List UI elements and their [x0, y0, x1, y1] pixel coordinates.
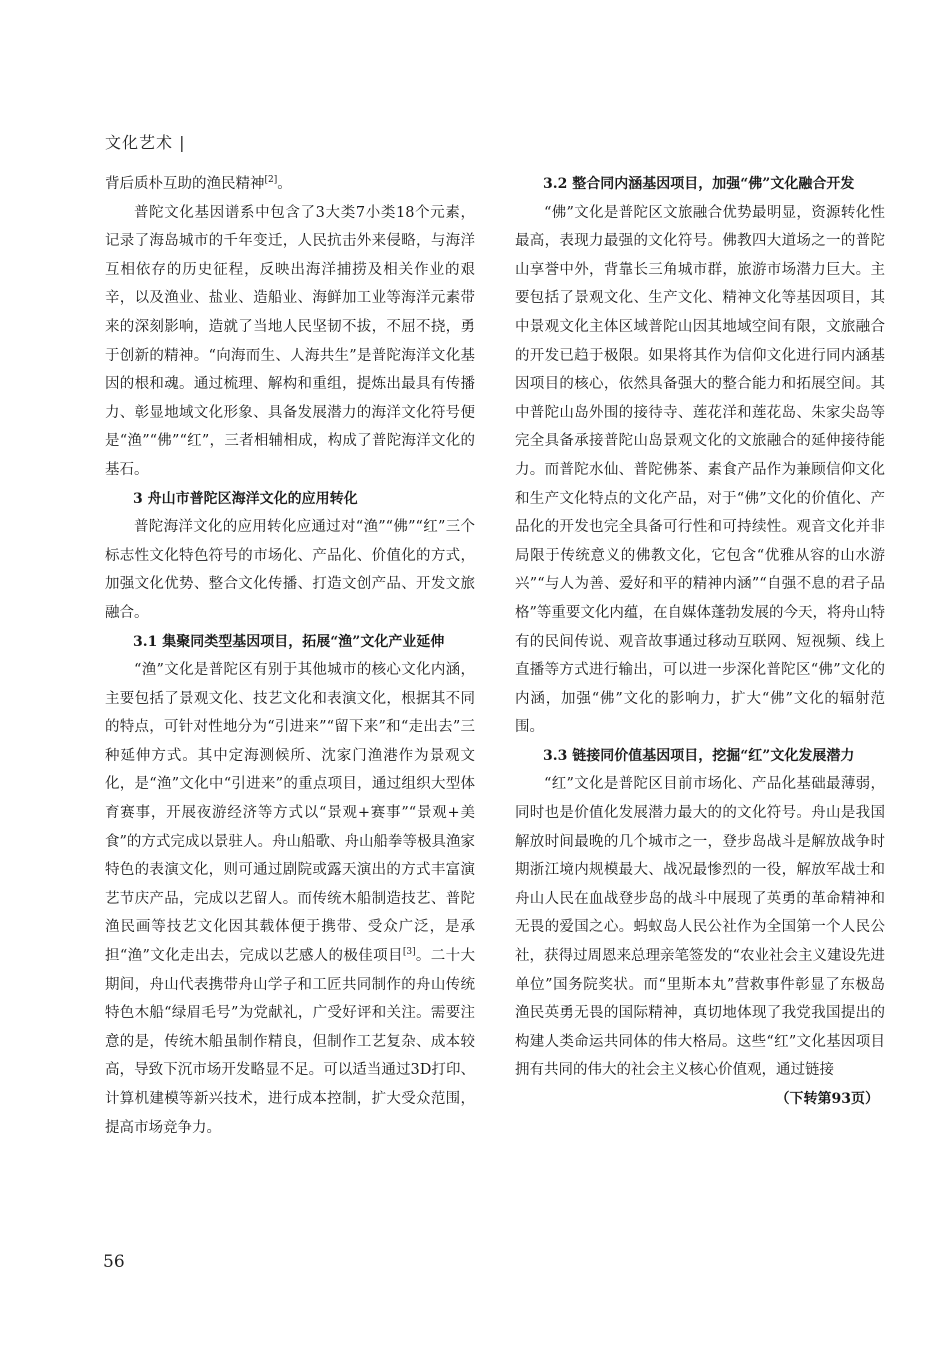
right-column [515, 170, 885, 1114]
punctuation: 。 [277, 176, 292, 192]
paragraph-gene-spectrum: 普陀文化基因谱系中包含了3大类7小类18个元素，记录了海岛城市的千年变迁，人民抗击外来侵略，与海洋互相依存的历史征程，反映出海洋捕捞及相关作业的艰辛，以及渔业、盐业、造船业、海鲜加工业等海洋元素带来的深刻影响，造就了当地人民坚韧不拔，不屈不挠，勇于创新的精神。“向海而生、人海共生”是普陀海洋文化基因的根和魂。通过梳理、解构和重组，提炼出最具有传播力、彰显地域文化形象、具备发展潜力的海洋文化符号便是“渔”“佛”“红”，三者相辅相成，构成了普陀海洋文化的基石。 [105, 204, 475, 478]
section-heading-3-3: 3.3 链接同价值基因项目，挖掘“红”文化发展潜力 [543, 747, 855, 764]
paragraph-yu-culture [105, 656, 475, 1142]
paragraph-text: 。二十大期间，舟山代表携带舟山学子和工匠共同制作的舟山传统特色木船“绿眉毛号”为党献礼，广受好评和关注。需要注意的是，传统木船虽制作精良，但制作工艺复杂、成本较高，导致下沉市场开发略显不足。可以适当通过3D打印、计算机建模等新兴技术，进行成本控制，扩大受众范围，提高市场竞争力。 [105, 948, 476, 1136]
section-heading-3: 3 舟山市普陀区海洋文化的应用转化 [133, 490, 358, 507]
citation-3[interactable]: [3] [402, 947, 416, 958]
continued-on-page-note: （下转第93页） [775, 1091, 879, 1107]
journal-section-header: 文化艺术 | [105, 133, 186, 152]
paragraph-application: 普陀海洋文化的应用转化应通过对“渔”“佛”“红”三个标志性文化特色符号的市场化、产品化、价值化的方式，加强文化优势、整合文化传播、打造文创产品、开发文旅融合。 [105, 519, 475, 621]
paragraph-hong-culture: “红”文化是普陀区目前市场化、产品化基础最薄弱，同时也是价值化发展潜力最大的的文化符号。舟山是我国解放时间最晚的几个城市之一，登步岛战斗是解放战争时期浙江境内规模最大、战况最惨烈的一役，解放军战士和舟山人民在血战登步岛的战斗中展现了英勇的革命精神和无畏的爱国之心。蚂蚁岛人民公社作为全国第一个人民公社，获得过周恩来总理亲笔签发的“农业社会主义建设先进单位”国务院奖状。而“里斯本丸”营救事件彰显了东极岛渔民英勇无畏的国际精神，真切地体现了我党我国提出的构建人类命运共同体的伟大格局。这些“红”文化基因项目拥有共同的伟大的社会主义核心价值观，通过链接 [515, 776, 885, 1079]
left-column [105, 170, 475, 1142]
paragraph-text: 背后质朴互助的渔民精神 [105, 176, 265, 192]
paragraph-text: “渔”文化是普陀区有别于其他城市的核心文化内涵，主要包括了景观文化、技艺文化和表演文化，根据其不同的特点，可针对性地分为“引进来”“留下来”和“走出去”三种延伸方式。其中定海测候所、沈家门渔港作为景观文化，是“渔”文化中“引进来”的重点项目，通过组织大型体育赛事，开展夜游经济等方式以“景观+赛事”“景观+美食”的方式完成以景驻人。舟山船歌、舟山船拳等极具渔家特色的表演文化，则可通过剧院或露天演出的方式丰富演艺节庆产品，完成以艺留人。而传统木船制造技艺、普陀渔民画等技艺文化因其载体便于携带、受众广泛，是承担“渔”文化走出去，完成以艺感人的极佳项目 [105, 662, 475, 965]
paragraph-fo-culture: “佛”文化是普陀区文旅融合优势最明显，资源转化性最高，表现力最强的文化符号。佛教四大道场之一的普陀山享誉中外，背靠长三角城市群，旅游市场潜力巨大。主要包括了景观文化、生产文化、精神文化等基因项目，其中景观文化主体区域普陀山因其地域空间有限，文旅融合的开发已趋于极限。如果将其作为信仰文化进行同内涵基因项目的核心，依然具备强大的整合能力和拓展空间。其中普陀山岛外围的接待寺、莲花洋和莲花岛、朱家尖岛等完全具备承接普陀山岛景观文化的文旅融合的延伸接待能力。而普陀水仙、普陀佛茶、素食产品作为兼顾信仰文化和生产文化特点的文化产品，对于“佛”文化的价值化、产品化的开发也完全具备可行性和可持续性。观音文化并非局限于传统意义的佛教文化，它包含“优雅从容的山水游兴”“与人为善、爱好和平的精神内涵”“自强不息的君子品格”等重要文化内蕴，在自媒体蓬勃发展的今天，将舟山特有的民间传说、观音故事通过移动互联网、短视频、线上直播等方式进行输出，可以进一步深化普陀区“佛”文化的内涵，加强“佛”文化的影响力，扩大“佛”文化的辐射范围。 [515, 204, 885, 736]
page-number: 56 [103, 1252, 125, 1272]
paragraph-continuation [105, 170, 475, 199]
citation-2[interactable]: [2] [264, 175, 278, 186]
section-heading-3-2: 3.2 整合同内涵基因项目，加强“佛”文化融合开发 [543, 176, 855, 192]
section-heading-3-1: 3.1 集聚同类型基因项目，拓展“渔”文化产业延伸 [133, 633, 445, 650]
